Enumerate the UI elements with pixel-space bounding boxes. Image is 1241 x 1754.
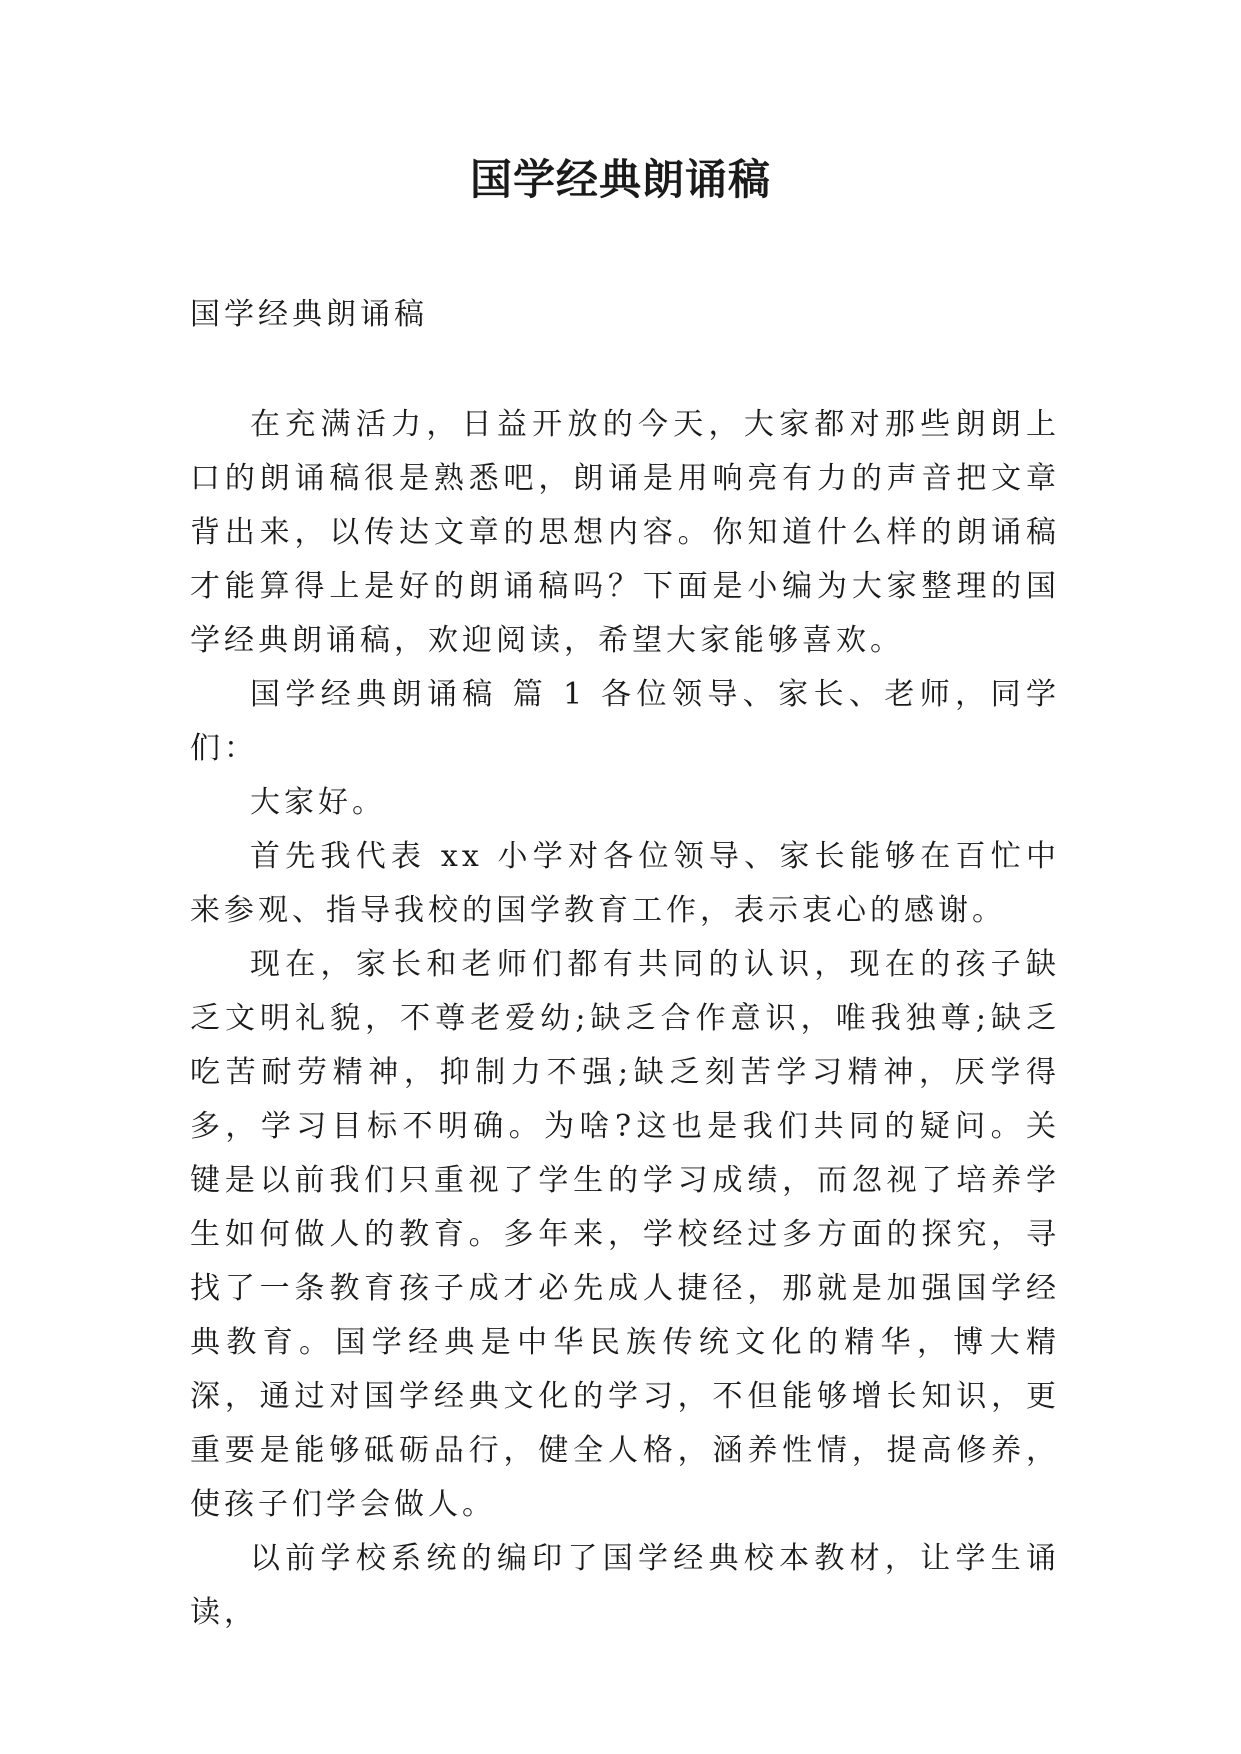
document-subtitle: 国学经典朗诵稿 [190,297,428,332]
paragraph-thanks: 首先我代表 xx 小学对各位领导、家长能够在百忙中来参观、指导我校的国学教育工作，表示衷心的感谢。 [190,839,1060,928]
paragraph-greeting: 大家好。 [250,785,386,820]
document-title: 国学经典朗诵稿 [469,155,771,204]
paragraph-intro: 在充满活力，日益开放的今天，大家都对那些朗朗上口的朗诵稿很是熟悉吧，朗诵是用响亮有力的声音把文章背出来，以传达文章的思想内容。你知道什么样的朗诵稿才能算得上是好的朗诵稿吗？下面是小编为大家整理的国学经典朗诵稿，欢迎阅读，希望大家能够喜欢。 [190,407,1060,658]
paragraph-main: 现在，家长和老师们都有共同的认识，现在的孩子缺乏文明礼貌，不尊老爱幼;缺乏合作意识，唯我独尊;缺乏吃苦耐劳精神，抑制力不强;缺乏刻苦学习精神，厌学得多，学习目标不明确。为啥?这也是我们共同的疑问。关键是以前我们只重视了学生的学习成绩，而忽视了培养学生如何做人的教育。多年来，学校经过多方面的探究，寻找了一条教育孩子成才必先成人捷径，那就是加强国学经典教育。国学经典是中华民族传统文化的精华，博大精深，通过对国学经典文化的学习，不但能够增长知识，更重要是能够砥砺品行，健全人格，涵养性情，提高修养，使孩子们学会做人。 [190,947,1060,1522]
paragraph-continued: 以前学校系统的编印了国学经典校本教材，让学生诵读， [190,1541,1060,1630]
paragraph-section-heading: 国学经典朗诵稿 篇 1 各位领导、家长、老师，同学们： [190,677,1060,766]
document-body [190,288,1060,1640]
